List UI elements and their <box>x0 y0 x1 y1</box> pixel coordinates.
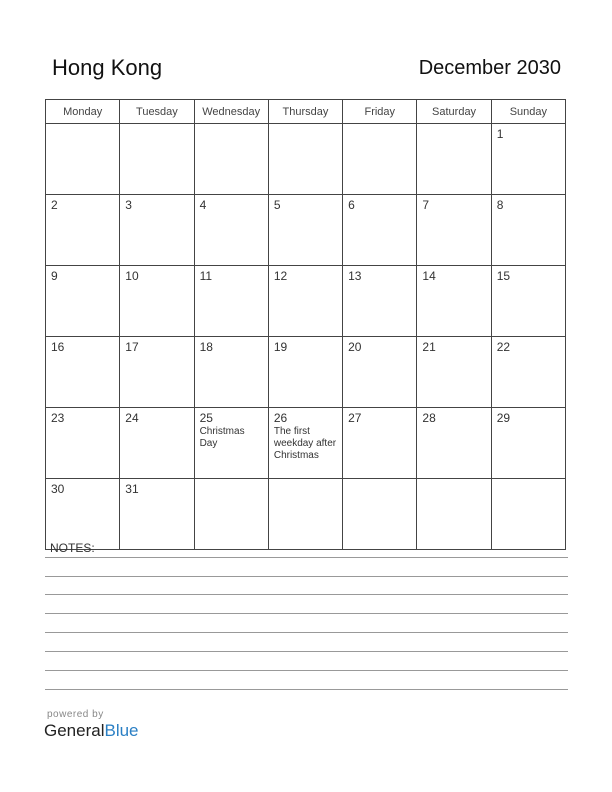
note-line <box>45 632 568 633</box>
day-number: 8 <box>496 198 504 212</box>
week-row <box>46 337 566 408</box>
day-number: 15 <box>496 269 511 283</box>
week-row <box>46 479 566 550</box>
note-line <box>45 576 568 577</box>
day-number: 28 <box>422 411 436 425</box>
day-number: 22 <box>496 340 511 354</box>
day-cell <box>194 124 268 195</box>
weekday-header: Monday <box>46 100 120 124</box>
day-cell <box>120 124 194 195</box>
week-row <box>46 408 566 479</box>
day-number: 4 <box>199 198 207 212</box>
day-number: 26 <box>273 411 288 425</box>
day-cell <box>194 479 268 550</box>
day-cell <box>417 408 491 479</box>
day-number: 2 <box>51 198 58 212</box>
week-row <box>46 124 566 195</box>
day-cell <box>194 408 268 479</box>
note-line <box>45 613 568 614</box>
day-cell <box>46 337 120 408</box>
day-cell <box>491 266 565 337</box>
holiday-label: The first weekday after Christmas <box>273 426 337 461</box>
day-cell <box>343 124 417 195</box>
day-number: 12 <box>273 269 288 283</box>
day-cell <box>268 266 342 337</box>
day-number: 16 <box>51 340 65 354</box>
day-number: 13 <box>348 269 362 283</box>
day-number: 23 <box>51 411 65 425</box>
day-number: 5 <box>273 198 281 212</box>
day-cell <box>120 479 194 550</box>
day-cell <box>120 337 194 408</box>
month-year-title: December 2030 <box>418 57 561 79</box>
week-row <box>46 266 566 337</box>
day-cell <box>46 479 120 550</box>
day-cell <box>491 479 565 550</box>
day-cell <box>46 408 120 479</box>
day-cell <box>268 408 342 479</box>
weekday-header: Sunday <box>491 100 565 124</box>
powered-by-text: powered by <box>47 709 104 720</box>
day-cell <box>417 479 491 550</box>
day-cell <box>491 337 565 408</box>
day-cell <box>120 266 194 337</box>
day-cell <box>194 337 268 408</box>
day-cell <box>343 337 417 408</box>
day-cell <box>417 195 491 266</box>
day-cell <box>343 266 417 337</box>
brand-blue-text: Blue <box>104 721 139 740</box>
notes-label: NOTES: <box>50 541 95 555</box>
weekday-header-row <box>46 100 566 124</box>
day-cell <box>491 195 565 266</box>
day-cell <box>343 479 417 550</box>
day-number: 27 <box>348 411 362 425</box>
note-line <box>45 689 568 690</box>
day-cell <box>46 195 120 266</box>
day-number: 24 <box>125 411 139 425</box>
day-number: 21 <box>422 340 436 354</box>
note-line <box>45 670 568 671</box>
day-cell <box>417 124 491 195</box>
day-cell <box>194 266 268 337</box>
day-number: 30 <box>51 482 65 496</box>
holiday-label: Christmas Day <box>199 426 245 449</box>
day-number: 10 <box>125 269 139 283</box>
weekday-header: Tuesday <box>120 100 194 124</box>
day-cell <box>46 124 120 195</box>
weekday-header: Saturday <box>417 100 491 124</box>
country-title: Hong Kong <box>52 55 163 80</box>
day-number: 9 <box>51 269 58 283</box>
day-number: 20 <box>348 340 362 354</box>
day-number: 11 <box>199 269 213 283</box>
day-cell <box>268 195 342 266</box>
day-number: 17 <box>125 340 139 354</box>
day-cell <box>46 266 120 337</box>
day-cell <box>343 408 417 479</box>
day-cell <box>194 195 268 266</box>
week-row <box>46 195 566 266</box>
day-cell <box>268 337 342 408</box>
day-number: 3 <box>125 198 132 212</box>
day-cell <box>417 266 491 337</box>
weekday-header: Friday <box>343 100 417 124</box>
note-line <box>45 557 568 558</box>
day-number: 14 <box>422 269 436 283</box>
brand-general-text: General <box>44 721 105 740</box>
day-cell <box>491 124 565 195</box>
note-line <box>45 594 568 595</box>
weekday-header: Wednesday <box>194 100 268 124</box>
day-number: 29 <box>496 411 511 425</box>
day-number: 31 <box>125 482 139 496</box>
day-cell <box>120 408 194 479</box>
brand-logo <box>44 721 139 741</box>
day-number: 6 <box>348 198 355 212</box>
day-number: 25 <box>199 411 213 425</box>
day-cell <box>343 195 417 266</box>
day-number: 7 <box>422 198 430 212</box>
day-cell <box>268 124 342 195</box>
note-line <box>45 651 568 652</box>
day-number: 19 <box>273 340 288 354</box>
day-number: 18 <box>199 340 213 354</box>
day-cell <box>120 195 194 266</box>
day-cell <box>417 337 491 408</box>
day-cell <box>491 408 565 479</box>
day-cell <box>268 479 342 550</box>
day-number: 1 <box>496 127 504 141</box>
weekday-header: Thursday <box>268 100 342 124</box>
calendar-grid <box>45 99 566 550</box>
